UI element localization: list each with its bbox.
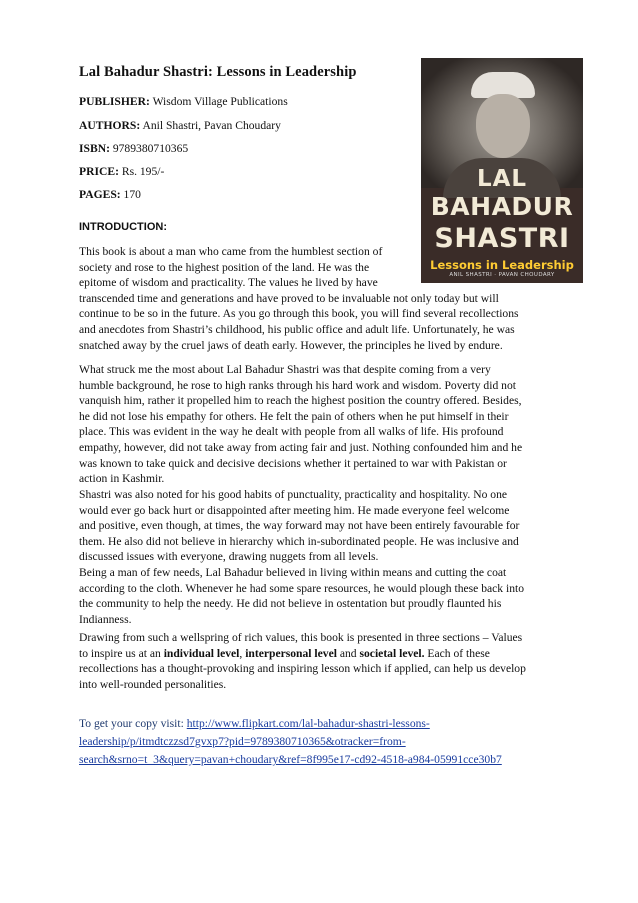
price-line [79,165,164,178]
price-label: PRICE: [79,165,119,178]
cover-title-line2: BAHADUR [430,192,574,221]
paragraph-5: Drawing from such a wellspring of rich values, this book is presented in three sections – Values to inspire us at an individual level, interpersonal level and societal level. Each of these recollections has a thought-provoking and inspiring lesson which if applied, can help us develop into well-rounded personalities. [79,631,526,691]
paragraph-3: Shastri was also noted for his good habits of punctuality, practicality and hospitality. No one would ever go back hurt or disappointed after meeting him. He made everyone feel welcome and positive, even though, at times, the way forward may not have been entirely favourable for them. He also did not believe in hierarchy which in-subordinated people. He was inclusive and discussed issues with everyone, drawing nuggets from all levels. [79,488,520,564]
authors-label: AUTHORS: [79,119,141,132]
cover-title-line1: LAL [476,166,528,192]
paragraph-2: What struck me the most about Lal Bahadur Shastri was that despite coming from a very humble background, he rose to high ranks through his hard work and wisdom. Poverty did not vanquish him, rather it propelled him to reach the highest position the country offered. Besides, he did not lose his empathy for others. He felt the pain of others when he put himself in their place. This was evident in the way he dealt with people from all walks of life. His profound empathy, however, did not take away from acting fair and just. Nothing confounded him and he was known to take quick and decisive decisions whether it pertained to war with Pakistan or action in Kashmir. [79,363,523,486]
purchase-info [79,715,569,769]
flipkart-link-part3[interactable]: search&srno=t_3&query=pavan+choudary&ref=8f995e17-cd92-4518-a984-05991cce30b7 [79,753,502,766]
pages-value: 170 [120,188,141,201]
cover-authors: ANIL SHASTRI · PAVAN CHOUDARY [449,272,555,278]
flipkart-link-part1[interactable]: http://www.flipkart.com/lal-bahadur-shastri-lessons- [186,717,430,730]
paragraph-4: Being a man of few needs, Lal Bahadur believed in living within means and cutting the coat according to the cloth. Whenever he had some spare resources, he would plough these back into the community to help the needy. He did not believe in ostentation but proudly flaunted his Indianness. [79,566,525,626]
pages-label: PAGES: [79,188,121,201]
publisher-value: Wisdom Village Publications [149,95,288,108]
cover-title-line3: SHASTRI [434,223,570,254]
isbn-value: 9789380710365 [109,142,189,155]
book-title: Lal Bahadur Shastri: Lessons in Leadership [79,64,357,80]
flipkart-link-part2[interactable]: leadership/p/itmdtczzsd7gvxp7?pid=9789380710365&otracker=from- [79,735,406,748]
authors-line [79,119,281,132]
pages-line [79,188,141,201]
publisher-line [79,95,288,108]
authors-value: Anil Shastri, Pavan Choudary [140,119,281,132]
cover-subtitle: Lessons in Leadership [430,258,574,272]
price-value: Rs. 195/- [118,165,165,178]
emphasis-societal-level: societal level. [359,646,425,660]
paragraph-1: This book is about a man who came from the humblest section of society and rose to the highest position of the land. He was the epitome of wisdom and practicality. The values he lived by have transcended time and generations and have proved to be invaluable not only today but will continue to be so in the future. As you go through this book, you will find several recollections and anecdotes from Shastri’s childhood, his public office and adult life. Unfortunately, he was snatched away by the cruel jaws of death early. However, the principles he lived by endure. [79,245,519,352]
emphasis-interpersonal-level: interpersonal level [245,646,337,660]
publisher-label: PUBLISHER: [79,95,150,108]
emphasis-individual-level: individual level [163,646,240,660]
introduction-heading: INTRODUCTION: [79,221,167,233]
isbn-label: ISBN: [79,142,110,155]
purchase-prefix: To get your copy visit: [79,717,187,730]
isbn-line [79,142,188,155]
